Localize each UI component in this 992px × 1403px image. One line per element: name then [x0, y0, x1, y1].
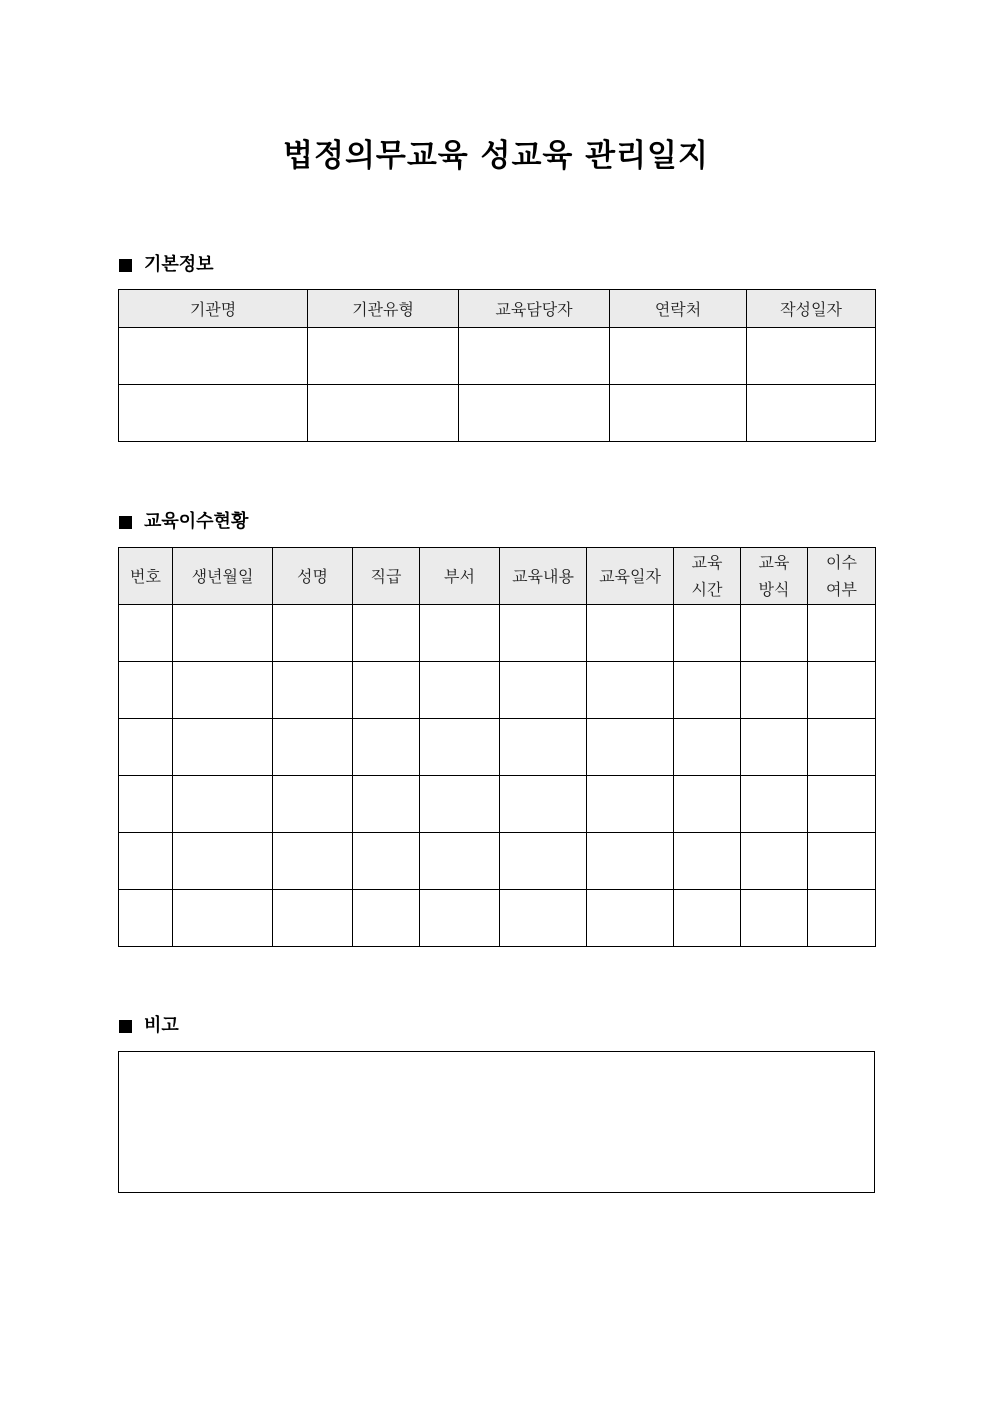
- table-row: [119, 328, 876, 385]
- table-cell[interactable]: [273, 662, 353, 719]
- table-cell[interactable]: [173, 833, 273, 890]
- table-cell[interactable]: [420, 605, 500, 662]
- column-header-org-name: 기관명: [119, 290, 308, 328]
- table-cell[interactable]: [610, 385, 747, 442]
- table-row: [119, 662, 876, 719]
- education-status-table: [118, 547, 876, 947]
- table-cell[interactable]: [119, 605, 173, 662]
- table-cell[interactable]: [500, 776, 587, 833]
- table-cell[interactable]: [420, 719, 500, 776]
- table-cell[interactable]: [353, 605, 420, 662]
- column-header-department: [420, 548, 500, 605]
- section-heading-label: 비고: [144, 1015, 179, 1036]
- table-cell[interactable]: [500, 662, 587, 719]
- header-text: 번호: [130, 566, 161, 586]
- section-heading-education-status: [119, 509, 248, 535]
- table-cell[interactable]: [353, 833, 420, 890]
- table-cell[interactable]: [119, 662, 173, 719]
- table-cell[interactable]: [119, 890, 173, 947]
- table-cell[interactable]: [587, 833, 674, 890]
- header-text: 여부: [826, 580, 857, 599]
- table-cell[interactable]: [273, 776, 353, 833]
- table-cell[interactable]: [808, 605, 876, 662]
- column-header-rank: [353, 548, 420, 605]
- section-heading-remarks: [119, 1013, 179, 1039]
- table-cell[interactable]: [173, 776, 273, 833]
- table-cell[interactable]: [587, 719, 674, 776]
- column-header-contact: 연락처: [610, 290, 747, 328]
- header-text: 이수: [826, 553, 857, 572]
- table-cell[interactable]: [741, 833, 808, 890]
- section-heading-label: 기본정보: [144, 254, 214, 275]
- table-cell[interactable]: [273, 833, 353, 890]
- table-cell[interactable]: [420, 662, 500, 719]
- table-cell[interactable]: [173, 719, 273, 776]
- table-cell[interactable]: [674, 776, 741, 833]
- table-cell[interactable]: [808, 719, 876, 776]
- table-cell[interactable]: [353, 662, 420, 719]
- table-cell[interactable]: [500, 890, 587, 947]
- table-cell[interactable]: [741, 662, 808, 719]
- header-text: 교육내용: [512, 566, 574, 586]
- table-cell[interactable]: [173, 605, 273, 662]
- table-cell[interactable]: [808, 776, 876, 833]
- table-row: [119, 385, 876, 442]
- table-cell[interactable]: [273, 719, 353, 776]
- column-header-completion: [808, 548, 876, 605]
- header-text: 직급: [370, 566, 402, 586]
- table-cell[interactable]: [273, 605, 353, 662]
- table-cell[interactable]: [587, 776, 674, 833]
- header-text: 방식: [758, 580, 790, 599]
- table-cell[interactable]: [741, 605, 808, 662]
- column-header-org-type: 기관유형: [308, 290, 459, 328]
- table-cell[interactable]: [459, 328, 610, 385]
- section-heading-basic-info: [119, 252, 214, 278]
- table-cell[interactable]: [587, 890, 674, 947]
- column-header-birthdate: [173, 548, 273, 605]
- column-header-edu-hours: [674, 548, 741, 605]
- header-text: 교육일자: [599, 566, 661, 586]
- header-text: 교육: [691, 553, 723, 572]
- table-cell[interactable]: [747, 385, 876, 442]
- table-cell[interactable]: [308, 385, 459, 442]
- header-text: 생년월일: [191, 566, 254, 586]
- header-text: 부서: [444, 566, 475, 586]
- table-cell[interactable]: [674, 662, 741, 719]
- table-row: [119, 605, 876, 662]
- table-cell[interactable]: [500, 833, 587, 890]
- column-header-edu-date: [587, 548, 674, 605]
- table-cell[interactable]: [420, 776, 500, 833]
- header-text: 성명: [297, 566, 328, 586]
- table-cell[interactable]: [741, 890, 808, 947]
- table-row: [119, 776, 876, 833]
- black-square-icon: [119, 1020, 132, 1033]
- table-cell[interactable]: [353, 890, 420, 947]
- remarks-box[interactable]: [118, 1051, 875, 1193]
- table-cell[interactable]: [420, 890, 500, 947]
- basic-info-table: [118, 289, 876, 442]
- table-cell[interactable]: [353, 719, 420, 776]
- table-cell[interactable]: [741, 776, 808, 833]
- black-square-icon: [119, 516, 132, 529]
- table-header-row: [119, 548, 876, 605]
- column-header-date-written: 작성일자: [747, 290, 876, 328]
- table-row: [119, 719, 876, 776]
- column-header-edu-method: [741, 548, 808, 605]
- header-text: 시간: [691, 580, 723, 599]
- table-cell[interactable]: [674, 719, 741, 776]
- table-cell[interactable]: [119, 833, 173, 890]
- column-header-content: [500, 548, 587, 605]
- table-cell[interactable]: [587, 662, 674, 719]
- table-cell[interactable]: [420, 833, 500, 890]
- table-cell[interactable]: [808, 662, 876, 719]
- table-cell[interactable]: [674, 890, 741, 947]
- section-heading-label: 교육이수현황: [144, 511, 249, 532]
- table-row: [119, 890, 876, 947]
- table-cell[interactable]: [119, 776, 173, 833]
- table-cell[interactable]: [674, 605, 741, 662]
- table-row: [119, 833, 876, 890]
- table-cell[interactable]: [273, 890, 353, 947]
- table-cell[interactable]: [119, 385, 308, 442]
- column-header-number: [119, 548, 173, 605]
- table-cell[interactable]: [741, 719, 808, 776]
- column-header-manager: 교육담당자: [459, 290, 610, 328]
- table-cell[interactable]: [119, 719, 173, 776]
- table-cell[interactable]: [500, 605, 587, 662]
- column-header-name: [273, 548, 353, 605]
- table-cell[interactable]: [500, 719, 587, 776]
- table-cell[interactable]: [353, 776, 420, 833]
- document-title: 법정의무교육 성교육 관리일지: [283, 138, 709, 174]
- table-cell[interactable]: [610, 328, 747, 385]
- table-cell[interactable]: [587, 605, 674, 662]
- table-cell[interactable]: [808, 890, 876, 947]
- table-cell[interactable]: [308, 328, 459, 385]
- header-text: 교육: [758, 553, 790, 572]
- table-cell[interactable]: [173, 662, 273, 719]
- table-header-row: [119, 290, 876, 328]
- black-square-icon: [119, 259, 132, 272]
- table-cell[interactable]: [808, 833, 876, 890]
- table-cell[interactable]: [747, 328, 876, 385]
- table-cell[interactable]: [674, 833, 741, 890]
- table-cell[interactable]: [459, 385, 610, 442]
- table-cell[interactable]: [173, 890, 273, 947]
- table-cell[interactable]: [119, 328, 308, 385]
